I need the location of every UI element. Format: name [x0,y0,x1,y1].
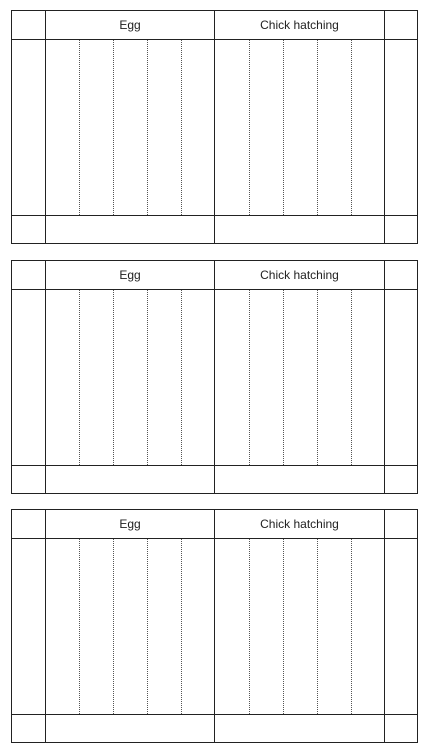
left-column-divider [45,261,46,493]
dotted-guide-line [283,539,284,714]
middle-column-divider [214,261,215,493]
left-column-divider [45,11,46,243]
dotted-guide-line [79,290,80,465]
left-column-divider [45,510,46,742]
middle-column-divider [214,510,215,742]
chick-hatching-column-header: Chick hatching [260,268,339,282]
dotted-guide-line [351,539,352,714]
dotted-guide-line [249,539,250,714]
dotted-guide-line [147,539,148,714]
dotted-guide-line [113,40,114,215]
dotted-guide-line [181,539,182,714]
egg-column-header: Egg [119,517,141,531]
dotted-guide-line [351,40,352,215]
dotted-guide-line [79,40,80,215]
dotted-guide-line [147,40,148,215]
right-column-divider [384,510,385,742]
egg-column-header: Egg [119,18,141,32]
dotted-guide-line [317,290,318,465]
dotted-guide-line [283,290,284,465]
right-column-divider [384,11,385,243]
dotted-guide-line [249,40,250,215]
dotted-guide-line [181,290,182,465]
dotted-guide-line [317,40,318,215]
timeline-panel-1 [11,10,418,244]
dotted-guide-line [317,539,318,714]
chick-hatching-column-header: Chick hatching [260,517,339,531]
dotted-guide-line [79,539,80,714]
dotted-guide-line [283,40,284,215]
right-column-divider [384,261,385,493]
dotted-guide-line [249,290,250,465]
dotted-guide-line [113,290,114,465]
dotted-guide-line [181,40,182,215]
egg-column-header: Egg [119,268,141,282]
middle-column-divider [214,11,215,243]
timeline-panel-3 [11,509,418,743]
dotted-guide-line [351,290,352,465]
dotted-guide-line [113,539,114,714]
chick-hatching-column-header: Chick hatching [260,18,339,32]
dotted-guide-line [147,290,148,465]
timeline-panel-2 [11,260,418,494]
